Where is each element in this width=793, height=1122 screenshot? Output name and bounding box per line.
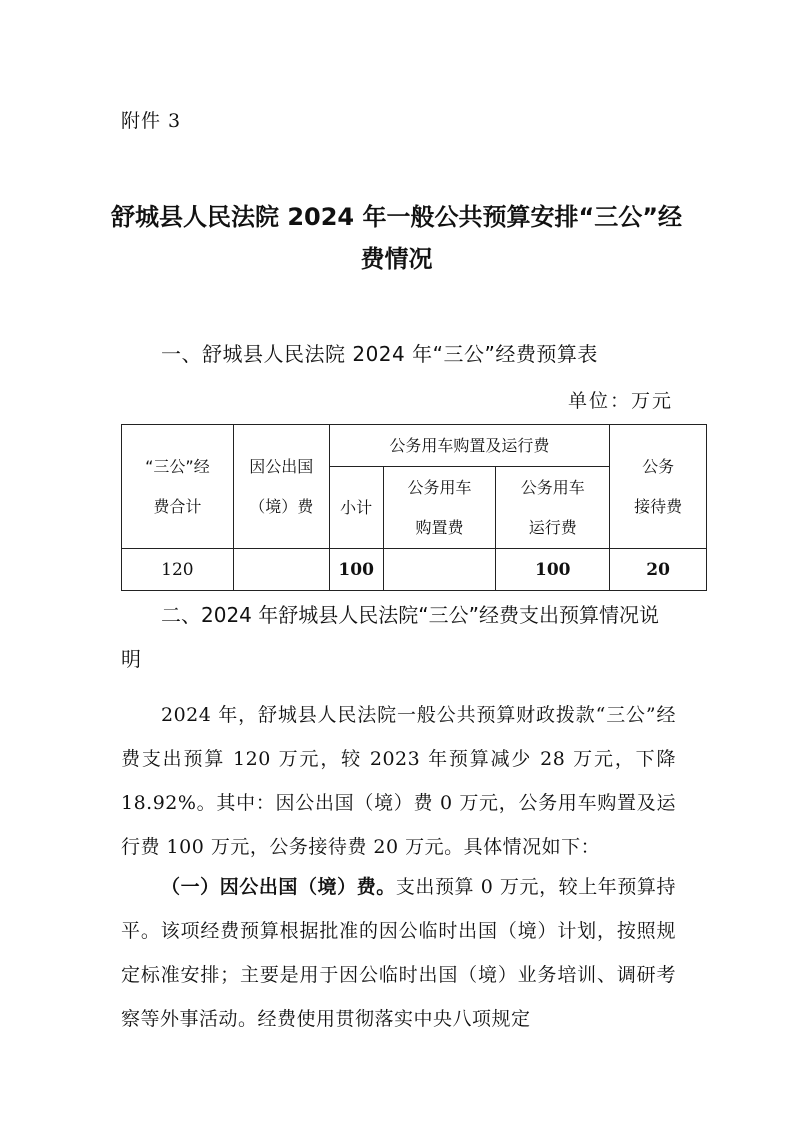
section1-heading: 一、舒城县人民法院 2024 年“三公”经费预算表 [161, 342, 598, 366]
cell-subtotal: 100 [329, 549, 383, 591]
paragraph-abroad [121, 865, 676, 1041]
document-title: 舒城县人民法院 2024 年一般公共预算安排“三公”经费情况 [110, 203, 683, 273]
header-operation-cell [496, 467, 610, 549]
cell-abroad [233, 549, 329, 591]
header-reception-cell [610, 425, 707, 549]
header-abroad-line1: 因公出国 [249, 456, 314, 476]
three-public-budget-table [121, 424, 707, 591]
header-reception-line1: 公务 [642, 456, 675, 476]
table-header-row-1 [122, 425, 707, 467]
header-subtotal: 小计 [329, 467, 383, 549]
section2-heading: 二、2024 年舒城县人民法院“三公”经费支出预算情况说明 [121, 603, 659, 671]
cell-reception: 20 [610, 549, 707, 591]
header-abroad-cell [233, 425, 329, 549]
header-purchase-cell [383, 467, 496, 549]
header-total-line1: “三公”经 [145, 456, 210, 476]
paragraph-abroad-lead: （一）因公出国（境）费。 [161, 876, 396, 898]
cell-total: 120 [122, 549, 234, 591]
table-row [122, 549, 707, 591]
unit-label: 单位：万元 [567, 390, 673, 412]
header-vehicle-group: 公务用车购置及运行费 [329, 425, 609, 467]
header-operation-line2: 运行费 [528, 517, 577, 537]
paragraph-summary: 2024 年，舒城县人民法院一般公共预算财政拨款“三公”经费支出预算 120 万元，较 2023 年预算减少 28 万元，下降 18.92%。其中：因公出国（境）费 0 万元，公务用车购置及运行费 100 万元，公务接待费 20 万元。具体情况如下： [121, 704, 676, 858]
paragraph-abroad-body: 支出预算 0 万元，较上年预算持平。该项经费预算根据批准的因公临时出国（境）计划，按照规定标准安排；主要是用于因公临时出国（境）业务培训、调研考察等外事活动。经费使用贯彻落实中央八项规定 [121, 876, 676, 1030]
cell-operation: 100 [496, 549, 610, 591]
header-total-cell [122, 425, 234, 549]
header-purchase-line1: 公务用车 [407, 477, 472, 497]
header-abroad-line2: （境）费 [249, 496, 314, 516]
header-operation-line1: 公务用车 [520, 477, 585, 497]
header-total-line2: 费合计 [153, 496, 202, 516]
header-purchase-line2: 购置费 [415, 517, 464, 537]
cell-purchase [383, 549, 496, 591]
header-reception-line2: 接待费 [634, 496, 683, 516]
attachment-label: 附件 3 [121, 110, 182, 132]
